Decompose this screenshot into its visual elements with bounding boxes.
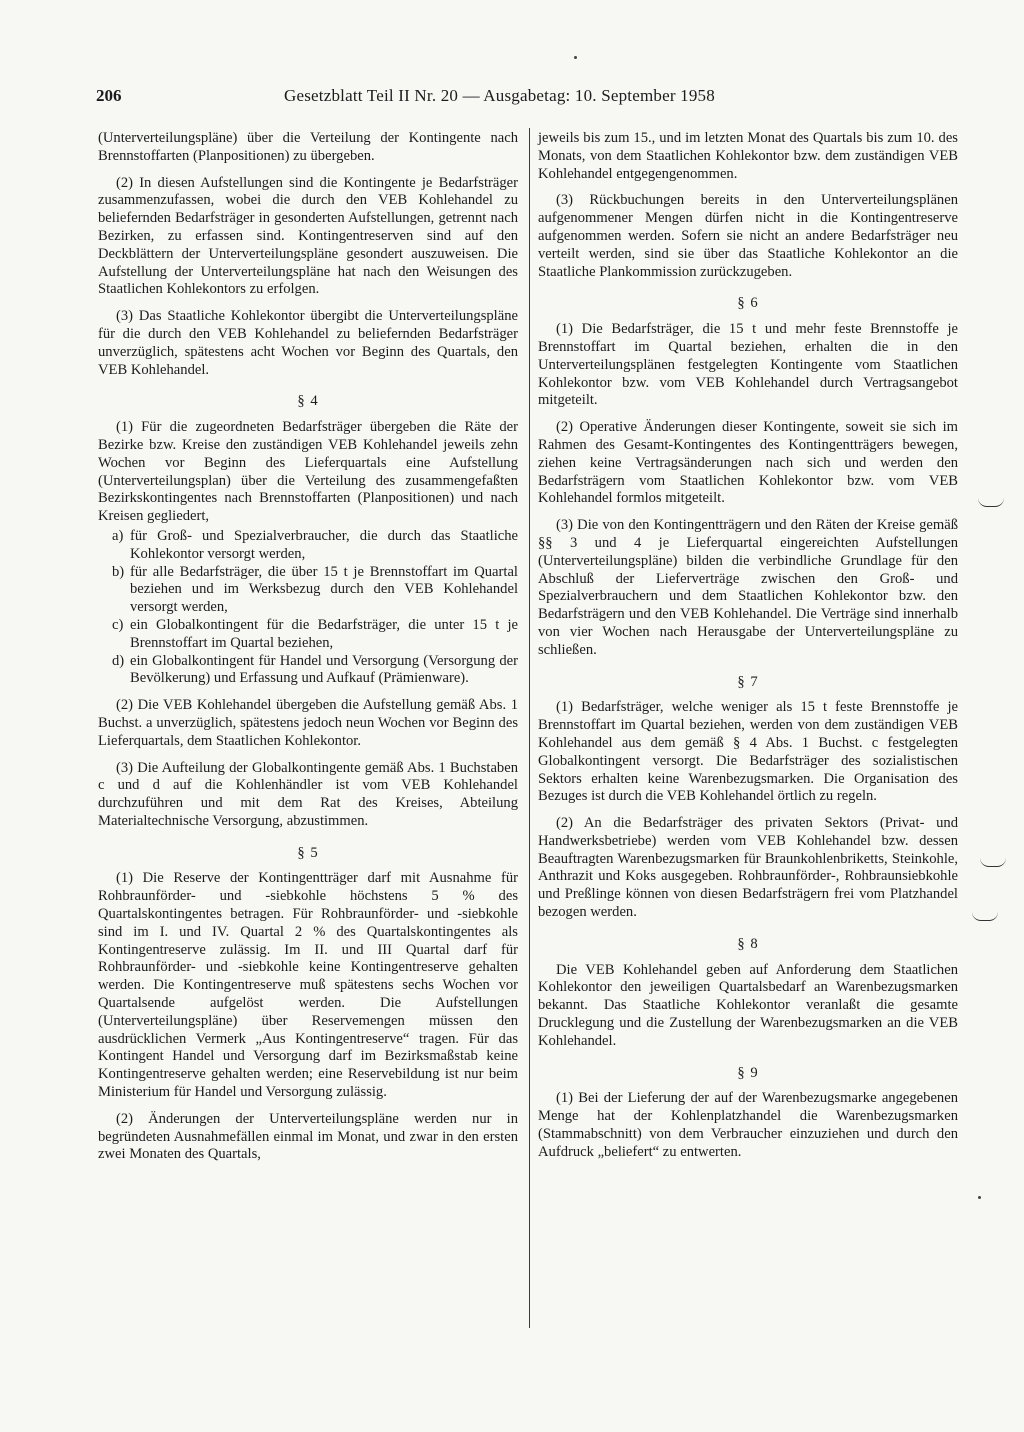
paragraph: (Unterverteilungspläne) über die Verteilung der Kontingente nach Brennstoffarten (Planpositionen) zu übergeben. (98, 130, 518, 164)
section-heading-5: § 5 (297, 844, 319, 861)
paragraph: (3) Das Staatliche Kohlekontor übergibt die Unterverteilungspläne für die durch den VEB Kohlehandel zu beliefernden Bedarfsträger unverzüglich, spätestens acht Wochen vor Beginn des Quartals, den VEB Kohlehandel. (98, 308, 518, 378)
paragraph: (1) Bei der Lieferung der auf der Warenbezugsmarke angegebenen Menge hat der Kohlenplatzhandel die Warenbezugsmarken (Stammabschnitt) von dem Verbraucher einzuziehen und durch den Aufdruck „beliefert“ zu entwerten. (538, 1090, 958, 1160)
paragraph: (2) An die Bedarfsträger des privaten Sektors (Privat- und Handwerksbetriebe) werden vom VEB Kohlehandel bzw. dessen Beauftragten Warenbezugsmarken für Braunkohlenbriketts, Steinkohle, Anthrazit und Koks ausgegeben. Rohbraunförder-, Rohbraunsiebkohle und Preßlinge können von diesen Bedarfsträgern frei vom Platzhandel bezogen werden. (538, 815, 958, 921)
paragraph: (2) Operative Änderungen dieser Kontingente, soweit sie sich im Rahmen des Gesamt-Kontingentes des Kontingentträgers bewegen, ziehen keine Vertragsänderungen nach sich und werden den Bedarfsträgern vom Staatlichen Kohlekontor bzw. vom VEB Kohlehandel formlos mitgeteilt. (538, 419, 958, 507)
paragraph: (2) In diesen Aufstellungen sind die Kontingente je Bedarfsträger zusammenzufassen, wobei die durch den VEB Kohlehandel zu beliefernden Bedarfsträger in gesonderten Aufstellungen, getrennt nach Bezirken, zu erfassen sind. Kontingentreserven sind auf den Deckblättern der Unterverteilungspläne gesondert auszuweisen. Die Aufstellung der Unterverteilungspläne hat nach den Weisungen des Staatlichen Kohlekontors zu erfolgen. (98, 174, 518, 298)
list-item (98, 528, 518, 564)
paragraph: Die VEB Kohlehandel geben auf Anforderung dem Staatlichen Kohlekontor den jeweiligen Quartalsbedarf an Warenbezugsmarken bekannt. Das Staatliche Kohlekontor veranlaßt die gesamte Drucklegung und die Zustellung der Warenbezugsmarken an die VEB Kohlehandel. (538, 961, 958, 1049)
left-column (98, 130, 518, 1173)
list-marker: b) (112, 563, 125, 580)
list-item-text: für Groß- und Spezialverbraucher, die durch das Staatliche Kohlekontor versorgt werden, (130, 527, 518, 562)
right-column (538, 130, 958, 1171)
paragraph: (1) Bedarfsträger, welche weniger als 15 t feste Brennstoffe je Brennstoffart im Quartal beziehen, werden von dem zuständigen VEB Kohlehandel aus dem gemäß § 4 Abs. 1 Buchst. c festgelegten Globalkontingent versorgt. Die Bedarfsträger des sozialistischen Sektors erhalten keine Warenbezugsmarken. Die Organisation des Bezuges ist durch die VEB Kohlehandel örtlich zu regeln. (538, 699, 958, 805)
list-item (98, 653, 518, 689)
margin-mark (972, 912, 998, 921)
section-heading-4: § 4 (297, 393, 319, 410)
paragraph: (2) Die VEB Kohlehandel übergeben die Aufstellung gemäß Abs. 1 Buchst. a unverzüglich, spätestens jedoch neun Wochen vor Beginn des Lieferquartals, dem Staatlichen Kohlekontor. (98, 697, 518, 749)
paragraph: (2) Änderungen der Unterverteilungspläne werden nur in begründeten Ausnahmefällen einmal im Monat, und zwar in den ersten zwei Monaten des Quartals, (98, 1110, 518, 1163)
running-head: Gesetzblatt Teil II Nr. 20 — Ausgabetag: 10. September 1958 (284, 86, 715, 105)
column-divider (529, 128, 530, 1328)
list-marker: a) (112, 527, 124, 544)
margin-mark (980, 858, 1006, 867)
list-item-text: ein Globalkontingent für die Bedarfsträger, die unter 15 t je Brennstoffart im Quartal beziehen, (130, 616, 518, 651)
list-item (98, 564, 518, 617)
paragraph: (1) Die Reserve der Kontingentträger darf mit Ausnahme für Rohbraunförder- und -siebkohle höchstens 5 % des Quartalskontingentes betragen. Für Rohbraunförder- und -siebkohle sind im I. und IV. Quartal 2 % des Quartalskontingentes als Kontingentreserve zulässig. Im II. und III Quartal darf für Rohbraunförder- und -siebkohle keine Kontingentreserve gehalten werden. Die Kontingentreserve muß spätestens sechs Wochen vor Quartalsende aufgelöst werden. Die Aufstellungen (Unterverteilungspläne) über Reservemengen müssen den ausdrücklichen Vermerk „Aus Kontingentreserve“ tragen. Für das Kontingent Handel und Versorgung darf im Bezirksmaßstab keine Kontingentreserve gehalten werden; eine Reservebildung ist nur beim Ministerium für Handel und Versorgung zulässig. (98, 870, 518, 1101)
paragraph: (1) Für die zugeordneten Bedarfsträger übergeben die Räte der Bezirke bzw. Kreise den zuständigen VEB Kohlehandel jeweils zehn Wochen vor Beginn des Lieferquartals eine Aufstellung (Unterverteilungsplan) über die Verteilung des zusammengefaßten Bezirkskontingentes nach Brennstoffarten (Planpositionen) und nach Kreisen gegliedert, (98, 419, 518, 525)
section-heading-9: § 9 (737, 1064, 759, 1081)
list-item-text: ein Globalkontingent für Handel und Versorgung (Versorgung der Bevölkerung) und Erfassung und Aufkauf (Prämienware). (130, 652, 518, 687)
section-heading-8: § 8 (737, 935, 759, 952)
section-heading-6: § 6 (737, 295, 759, 312)
page-number: 206 (96, 86, 122, 105)
scan-speck (978, 1196, 981, 1199)
enumeration-list (98, 528, 518, 688)
paragraph: (3) Rückbuchungen bereits in den Unterverteilungsplänen aufgenommener Mengen dürfen nicht in die Kontingentreserve aufgenommen werden. Sofern sie nicht an andere Bedarfsträger neu verteilt werden, sind sie über das Staatliche Kohlekontor an die Staatliche Plankommission zurückzugeben. (538, 192, 958, 280)
margin-mark (978, 498, 1004, 507)
scan-speck (574, 56, 577, 59)
list-marker: c) (112, 616, 124, 633)
paragraph: (1) Die Bedarfsträger, die 15 t und mehr feste Brennstoffe je Brennstoffart im Quartal beziehen, erhalten die in den Unterverteilungsplänen festgelegten Kontingente vom Staatlichen Kohlekontor bzw. vom VEB Kohlehandel durch Vertragsangebot mitgeteilt. (538, 321, 958, 409)
section-heading-7: § 7 (737, 673, 759, 690)
paragraph: (3) Die Aufteilung der Globalkontingente gemäß Abs. 1 Buchstaben c und d auf die Kohlenhändler ist vom VEB Kohlehandel durchzuführen und mit dem Rat des Kreises, Abteilung Materialtechnische Versorgung, abzustimmen. (98, 759, 518, 829)
paragraph: jeweils bis zum 15., und im letzten Monat des Quartals bis zum 10. des Monats, von dem Staatlichen Kohlekontor bzw. dem zuständigen VEB Kohlehandel entgegengenommen. (538, 130, 958, 182)
page-header (96, 86, 868, 116)
list-item (98, 617, 518, 653)
paragraph: (3) Die von den Kontingentträgern und den Räten der Kreise gemäß §§ 3 und 4 je Lieferquartal eingereichten Aufstellungen (Unterverteilungspläne) bilden die verbindliche Grundlage für den Abschluß der Lieferverträge zwischen den Groß- und Spezialverbrauchern und dem Staatlichen Kohlekontor bzw. den Bedarfsträgern und den VEB Kohlehandel. Die Verträge sind innerhalb von vier Wochen nach Herausgabe der Unterverteilungspläne zu schließen. (538, 517, 958, 658)
list-item-text: für alle Bedarfsträger, die über 15 t je Brennstoffart im Quartal beziehen und im Werksbezug durch den VEB Kohlehandel versorgt werden, (130, 563, 518, 616)
list-marker: d) (112, 652, 125, 669)
